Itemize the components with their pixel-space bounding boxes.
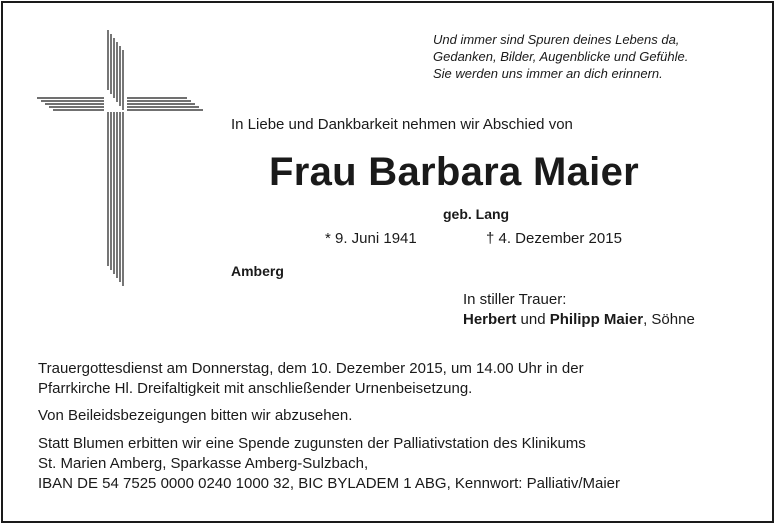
poem-line: Sie werden uns immer an dich erinnern. [433,66,663,81]
service-line: Pfarrkirche Hl. Dreifaltigkeit mit anschließender Urnenbeisetzung. [38,380,473,397]
maiden-name: geb. Lang [443,206,510,222]
service-info [38,359,584,399]
donation-info [38,434,620,494]
intro-text: In Liebe und Dankbarkeit nehmen wir Abschied von [231,116,573,133]
donation-line: IBAN DE 54 7525 0000 0240 1000 32, BIC BYLADEM 1 ABG, Kennwort: Palliativ/Maier [38,475,620,492]
donation-line: Statt Blumen erbitten wir eine Spende zugunsten der Palliativstation des Klinikums [38,435,586,452]
mourners-block [463,290,695,330]
cross-icon [37,30,207,300]
mourners-conjunction: und [516,311,550,328]
birth-date: * 9. Juni 1941 [325,230,417,247]
mourners-heading: In stiller Trauer: [463,291,567,308]
mourners-relation: , Söhne [643,311,695,328]
city-name: Amberg [231,263,284,279]
poem-block [433,31,688,82]
condolence-note: Von Beileidsbezeigungen bitten wir abzusehen. [38,407,353,424]
mourner-name-1: Herbert [463,311,517,328]
deceased-name: Frau Barbara Maier [269,150,639,194]
donation-line: St. Marien Amberg, Sparkasse Amberg-Sulzbach, [38,455,369,472]
poem-line: Und immer sind Spuren deines Lebens da, [433,32,680,47]
death-date: † 4. Dezember 2015 [486,230,622,247]
mourners-names [463,310,695,330]
service-line: Trauergottesdienst am Donnerstag, dem 10. Dezember 2015, um 14.00 Uhr in der [38,360,584,377]
mourner-name-2: Philipp Maier [549,311,644,328]
poem-line: Gedanken, Bilder, Augenblicke und Gefühle. [433,49,689,64]
